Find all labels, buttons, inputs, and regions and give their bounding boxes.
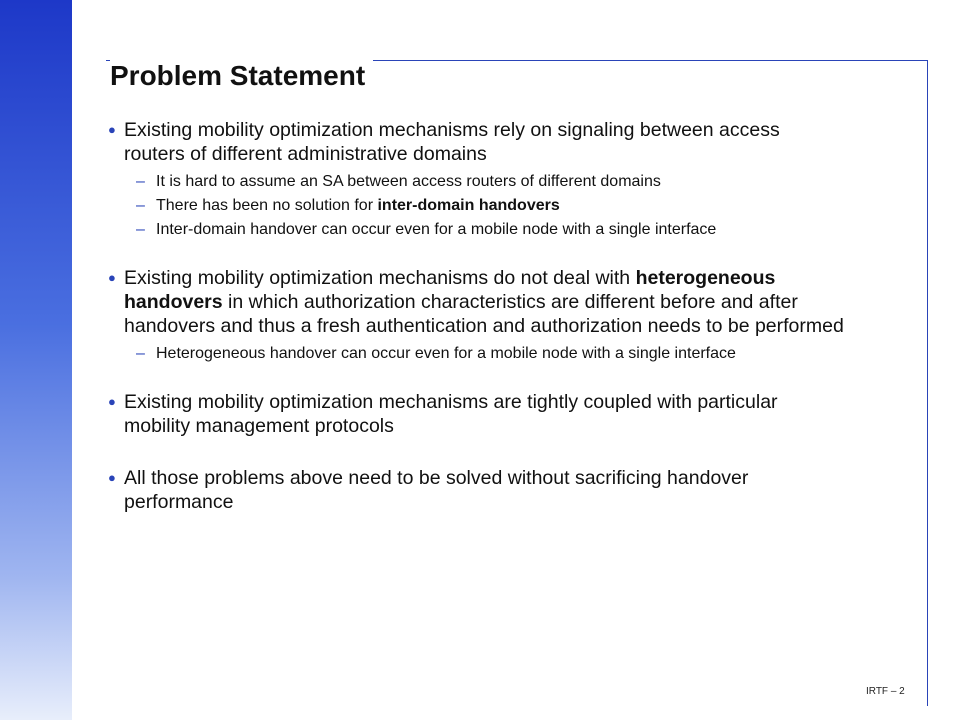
dash-icon: –: [136, 173, 145, 190]
bullet-4: [104, 466, 844, 514]
bullet-dot-icon: ●: [108, 270, 116, 285]
bullet-dot-icon: ●: [108, 470, 116, 485]
slide-title: Problem Statement: [110, 60, 373, 92]
dash-icon: –: [136, 221, 145, 238]
bullet-dot-icon: ●: [108, 394, 116, 409]
bullet-3-text: Existing mobility optimization mechanisms are tightly coupled with particular mobility management protocols: [124, 391, 778, 437]
sub-bullet-1-1: [104, 172, 844, 191]
sub-bullet-1-2-text: There has been no solution for: [156, 197, 378, 214]
sub-bullet-1-2: [104, 196, 844, 215]
slide-body: [104, 118, 844, 520]
sub-bullet-1-3-text: Inter-domain handover can occur even for a mobile node with a single interface: [156, 221, 717, 238]
bullet-1-text: Existing mobility optimization mechanisms rely on signaling between access routers of different administrative domains: [124, 119, 780, 165]
side-accent-bar: [0, 0, 72, 720]
sub-bullet-2-1-text: Heterogeneous handover can occur even for a mobile node with a single interface: [156, 345, 736, 362]
bullet-2-text-pre: Existing mobility optimization mechanisms do not deal with: [124, 267, 636, 289]
bullet-4-text: All those problems above need to be solved without sacrificing handover performance: [124, 467, 749, 513]
right-frame-rule: [927, 60, 928, 706]
bullet-1: [104, 118, 844, 166]
bullet-3: [104, 390, 844, 438]
bullet-dot-icon: ●: [108, 122, 116, 137]
bullet-2: [104, 266, 844, 338]
bullet-2-text-post: in which authorization characteristics are different before and after handovers and thus a fresh authentication and authorization needs to be performed: [124, 291, 844, 337]
dash-icon: –: [136, 197, 145, 214]
sub-bullet-1-1-text: It is hard to assume an SA between access routers of different domains: [156, 173, 661, 190]
sub-bullet-1-2-bold: inter-domain handovers: [377, 197, 560, 214]
bullet-2-bold: heterogeneous handovers: [124, 267, 776, 313]
slide-footer: IRTF – 2: [866, 686, 905, 697]
dash-icon: –: [136, 345, 145, 362]
sub-bullet-1-3: [104, 220, 844, 239]
sub-bullet-2-1: [104, 344, 844, 363]
